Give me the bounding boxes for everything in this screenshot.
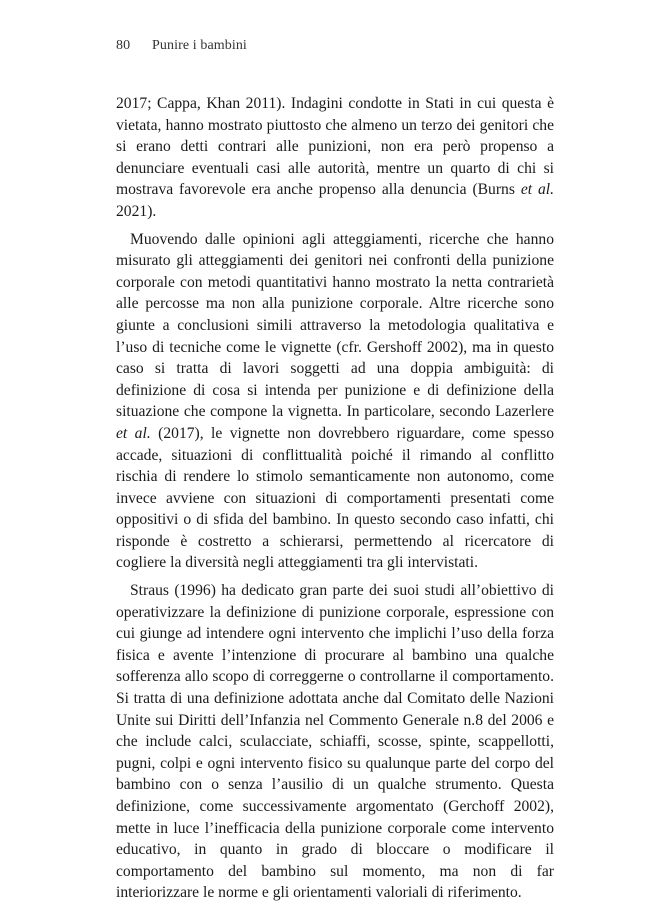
italic-citation: et al.	[520, 181, 554, 199]
text-run: 2017; Cappa, Khan 2011). Indagini condotte in Stati in cui questa è vietata, hanno mostrato piuttosto che almeno un terzo dei genitori che si erano detti contrari alle punizioni, non era però propenso a denunciare eventuali casi alle autorità, mentre un quarto di chi si mostrava favorevole era anche propenso alla denuncia (Burns	[116, 95, 554, 199]
running-head	[116, 38, 247, 54]
text-run: (2017), le vignette non dovrebbero riguardare, come spesso accade, situazioni di conflittualità poiché il rimando al conflitto rischia di rendere lo stimolo semanticamente non autonomo, come invece avviene con situazioni di comportamenti presentati come oppositivi o di sfida del bambino. In questo secondo caso infatti, chi risponde è costretto a schierarsi, permettendo al ricercatore di cogliere la diversità negli atteggiamenti tra gli intervistati.	[116, 424, 554, 572]
running-title: Punire i bambini	[152, 38, 247, 53]
text-run: Straus (1996) ha dedicato gran parte dei suoi studi all’obiettivo di operativizzare la definizione di punizione corporale, espressione con cui giunge ad intendere ogni intervento che implichi l’uso della forza fisica e avente l’intenzione di procurare al bambino una qualche sofferenza allo scopo di correggerne o controllarne il comportamento. Si tratta di una definizione adottata anche dal Comitato delle Nazioni Unite sui Diritti dell’Infanzia nel Commento Generale n.8 del 2006 e che include calci, sculacciate, schiaffi, scosse, spinte, scappellotti, pugni, colpi e ogni intervento fisico su qualunque parte del corpo del bambino con o senza l’ausilio di un qualche strumento. Questa definizione, come successivamente argomentato (Gerchoff 2002), mette in luce l’inefficacia della punizione corporale come intervento educativo, in quanto in grado di bloccare o modificare il comportamento del bambino sul momento, ma non di far interiorizzare le norme e gli orientamenti valoriali di riferimento.	[116, 582, 554, 902]
page-number: 80	[116, 38, 131, 53]
paragraph-straus-definition	[116, 580, 554, 904]
italic-citation: et al.	[116, 424, 151, 442]
paragraph-continuation	[116, 93, 554, 223]
paragraph-attitudes	[116, 229, 554, 575]
body-text	[116, 93, 554, 904]
text-run: Muovendo dalle opinioni agli atteggiamenti, ricerche che hanno misurato gli atteggiamenti dei genitori nei confronti della punizione corporale con metodi quantitativi hanno mostrato la netta contrarietà alle percosse ma non alla punizione corporale. Altre ricerche sono giunte a conclusioni simili attraverso la metodologia qualitativa e l’uso di tecniche come le vignette (cfr. Gershoff 2002), ma in questo caso si tratta di lavori soggetti ad una doppia ambiguità: di definizione di cosa si intenda per punizione e di definizione della situazione che compone la vignetta. In particolare, secondo Lazerlere	[116, 230, 554, 421]
text-run: 2021).	[116, 202, 157, 220]
